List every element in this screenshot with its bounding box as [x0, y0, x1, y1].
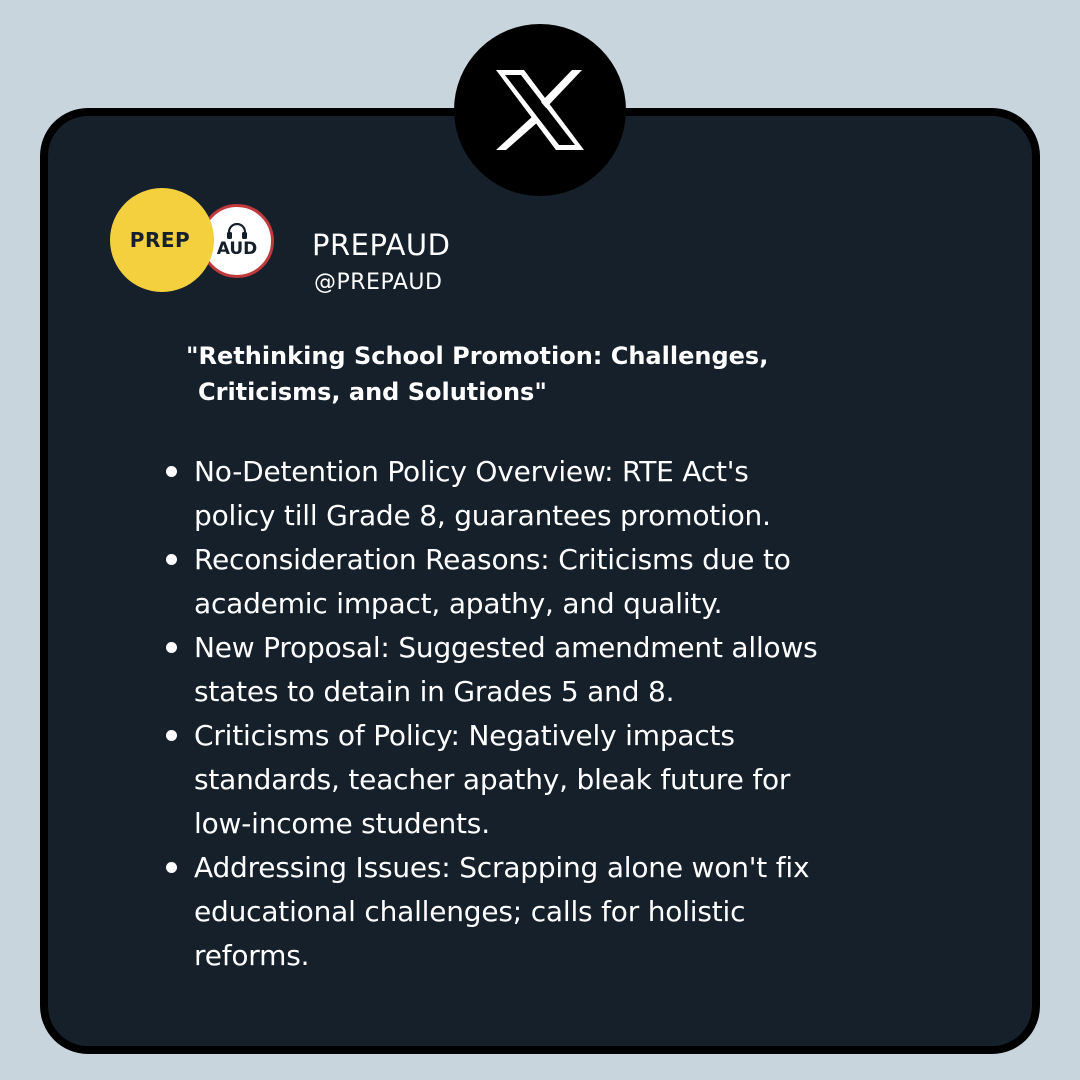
post-title	[186, 338, 906, 410]
bullet-dot-icon	[166, 862, 177, 873]
list-item-line: low-income students.	[194, 807, 490, 840]
list-item	[160, 626, 980, 714]
bullet-dot-icon	[166, 466, 177, 477]
list-item-line: educational challenges; calls for holistic	[194, 895, 746, 928]
headphones-icon	[226, 223, 248, 239]
aud-logo-text: AUD	[216, 239, 258, 259]
list-item-line: academic impact, apathy, and quality.	[194, 587, 723, 620]
prep-logo	[110, 188, 214, 292]
account-name[interactable]: PREPAUD	[312, 228, 451, 262]
list-item-line: states to detain in Grades 5 and 8.	[194, 675, 675, 708]
list-item-line: Criticisms of Policy: Negatively impacts	[194, 719, 735, 752]
list-item	[160, 538, 980, 626]
list-item	[160, 450, 980, 538]
post-title-line-2: Criticisms, and Solutions"	[198, 378, 547, 406]
account-handle[interactable]: @PREPAUD	[314, 270, 443, 295]
list-item-line: policy till Grade 8, guarantees promotion.	[194, 499, 771, 532]
list-item-line: reforms.	[194, 939, 310, 972]
post-title-line-1: "Rethinking School Promotion: Challenges,	[186, 342, 769, 370]
x-logo-icon	[454, 24, 626, 196]
list-item-line: Addressing Issues: Scrapping alone won't fix	[194, 851, 810, 884]
bullet-dot-icon	[166, 730, 177, 741]
prep-logo-text: PREP	[129, 228, 191, 252]
bullet-list	[160, 450, 980, 978]
bullet-dot-icon	[166, 554, 177, 565]
list-item-line: Reconsideration Reasons: Criticisms due to	[194, 543, 791, 576]
list-item-line: New Proposal: Suggested amendment allows	[194, 631, 818, 664]
x-logo-glyph	[494, 68, 586, 152]
list-item	[160, 714, 980, 846]
bullet-dot-icon	[166, 642, 177, 653]
list-item	[160, 846, 980, 978]
list-item-line: standards, teacher apathy, bleak future for	[194, 763, 791, 796]
list-item-line: No-Detention Policy Overview: RTE Act's	[194, 455, 749, 488]
